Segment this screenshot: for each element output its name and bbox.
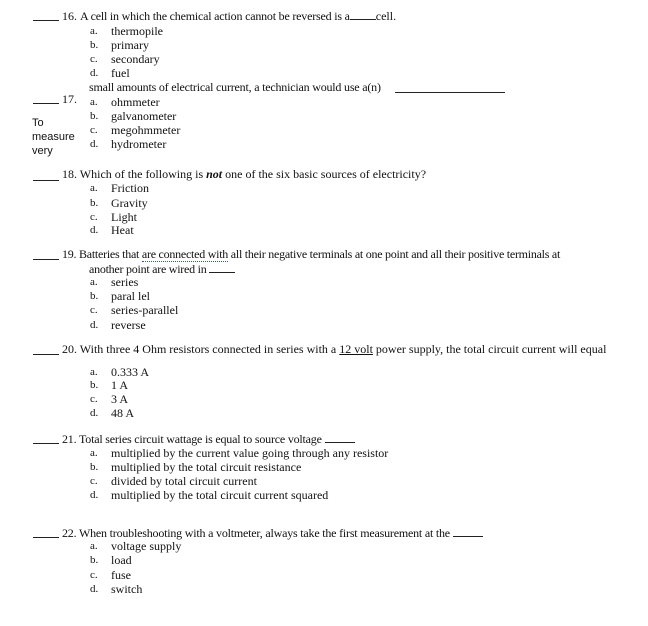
option-letter: b. bbox=[90, 197, 99, 209]
option-letter: c. bbox=[90, 393, 98, 405]
answer-blank-20[interactable] bbox=[33, 354, 59, 355]
option-text: Light bbox=[111, 210, 137, 224]
option-text: hydrometer bbox=[111, 137, 167, 151]
inline-blank bbox=[395, 92, 505, 93]
question-19-stem bbox=[62, 247, 560, 261]
question-text-end: power supply, the total circuit current will equal bbox=[375, 342, 607, 356]
question-20-stem bbox=[62, 342, 606, 356]
option-letter: d. bbox=[90, 489, 99, 501]
option-letter: d. bbox=[90, 407, 99, 419]
question-text: When troubleshooting with a voltmeter, always take the first measurement at the bbox=[79, 526, 450, 540]
question-18-stem bbox=[62, 167, 426, 181]
question-text: With three 4 Ohm resistors connected in series with a bbox=[79, 342, 337, 356]
option-text: reverse bbox=[111, 318, 146, 332]
option-letter: a. bbox=[90, 276, 98, 288]
option-letter: d. bbox=[90, 583, 99, 595]
option-letter: d. bbox=[90, 138, 99, 150]
option-letter: a. bbox=[90, 96, 98, 108]
question-16-stem bbox=[62, 8, 396, 23]
question-text: Batteries that bbox=[79, 247, 140, 261]
underlined-value: 12 volt bbox=[339, 342, 373, 356]
option-text: primary bbox=[111, 38, 149, 52]
option-letter: a. bbox=[90, 540, 98, 552]
option-letter: b. bbox=[90, 461, 99, 473]
question-number: 17. bbox=[62, 92, 77, 106]
option-text: fuse bbox=[111, 568, 131, 582]
option-letter: b. bbox=[90, 39, 99, 51]
option-letter: b. bbox=[90, 110, 99, 122]
inline-blank bbox=[453, 525, 483, 537]
option-text: 0.333 A bbox=[111, 365, 150, 379]
option-letter: a. bbox=[90, 182, 98, 194]
option-letter: c. bbox=[90, 304, 98, 316]
flagged-phrase: are connected with bbox=[141, 247, 229, 261]
question-number: 21. bbox=[62, 432, 77, 446]
option-letter: c. bbox=[90, 569, 98, 581]
option-text: series-parallel bbox=[111, 303, 179, 317]
question-text-cont: all their negative terminals at one point and all their positive terminals at bbox=[230, 247, 561, 261]
option-letter: d. bbox=[90, 224, 99, 236]
inline-blank bbox=[350, 8, 376, 20]
option-letter: c. bbox=[90, 124, 98, 136]
answer-blank-16[interactable] bbox=[33, 20, 59, 21]
option-text: 3 A bbox=[111, 392, 129, 406]
answer-blank-17[interactable] bbox=[33, 103, 59, 104]
option-letter: b. bbox=[90, 554, 99, 566]
option-letter: b. bbox=[90, 379, 99, 391]
option-letter: a. bbox=[90, 366, 98, 378]
question-number: 19. bbox=[62, 247, 77, 261]
option-text: 1 A bbox=[111, 378, 129, 392]
option-text: Heat bbox=[111, 223, 134, 237]
question-text: small amounts of electrical current, a technician would use a(n) bbox=[89, 80, 381, 94]
question-number: 22. bbox=[62, 526, 77, 540]
side-note-line: very bbox=[32, 145, 53, 157]
question-number: 18. bbox=[62, 167, 77, 181]
question-text-end: cell. bbox=[375, 9, 397, 23]
option-letter: c. bbox=[90, 211, 98, 223]
question-17-stem bbox=[89, 80, 381, 94]
option-text: thermopile bbox=[111, 24, 163, 38]
inline-blank bbox=[325, 431, 355, 443]
question-22-stem bbox=[62, 525, 483, 540]
option-letter: d. bbox=[90, 319, 99, 331]
answer-blank-21[interactable] bbox=[33, 443, 59, 444]
question-text-end: one of the six basic sources of electricity? bbox=[225, 167, 427, 181]
emphasis-text: not bbox=[206, 167, 223, 181]
question-21-stem bbox=[62, 431, 355, 446]
option-letter: c. bbox=[90, 475, 98, 487]
option-text: divided by total circuit current bbox=[111, 474, 257, 488]
option-text: multiplied by the total circuit current squared bbox=[111, 488, 329, 502]
option-text: paral lel bbox=[111, 289, 150, 303]
answer-blank-18[interactable] bbox=[33, 180, 59, 181]
question-text: A cell in which the chemical action cannot be reversed is a bbox=[80, 9, 350, 23]
option-letter: b. bbox=[90, 290, 99, 302]
option-text: switch bbox=[111, 582, 143, 596]
option-text: series bbox=[111, 275, 139, 289]
option-text: galvanometer bbox=[111, 109, 177, 123]
question-number: 20. bbox=[62, 342, 77, 356]
option-text: 48 A bbox=[111, 406, 135, 420]
option-text: Friction bbox=[111, 181, 149, 195]
option-text: ohmmeter bbox=[111, 95, 160, 109]
question-text: Which of the following is bbox=[79, 167, 204, 181]
option-text: voltage supply bbox=[111, 539, 182, 553]
option-letter: c. bbox=[90, 53, 98, 65]
side-note-line: To bbox=[32, 117, 44, 129]
question-number: 16. bbox=[62, 9, 77, 23]
option-text: load bbox=[111, 553, 132, 567]
answer-blank-19[interactable] bbox=[33, 259, 59, 260]
option-letter: a. bbox=[90, 447, 98, 459]
option-text: Gravity bbox=[111, 196, 148, 210]
option-text: secondary bbox=[111, 52, 160, 66]
option-letter: a. bbox=[90, 25, 98, 37]
option-text: fuel bbox=[111, 66, 130, 80]
option-text: megohmmeter bbox=[111, 123, 181, 137]
question-text: Total series circuit wattage is equal to source voltage bbox=[79, 432, 322, 446]
option-letter: d. bbox=[90, 67, 99, 79]
question-text: another point are wired in bbox=[89, 262, 207, 276]
side-note-line: measure bbox=[32, 131, 75, 143]
option-text: multiplied by the total circuit resistance bbox=[111, 460, 302, 474]
option-text: multiplied by the current value going through any resistor bbox=[111, 446, 389, 460]
question-19-stem-line2 bbox=[89, 261, 235, 276]
inline-blank bbox=[209, 261, 235, 273]
answer-blank-22[interactable] bbox=[33, 537, 59, 538]
